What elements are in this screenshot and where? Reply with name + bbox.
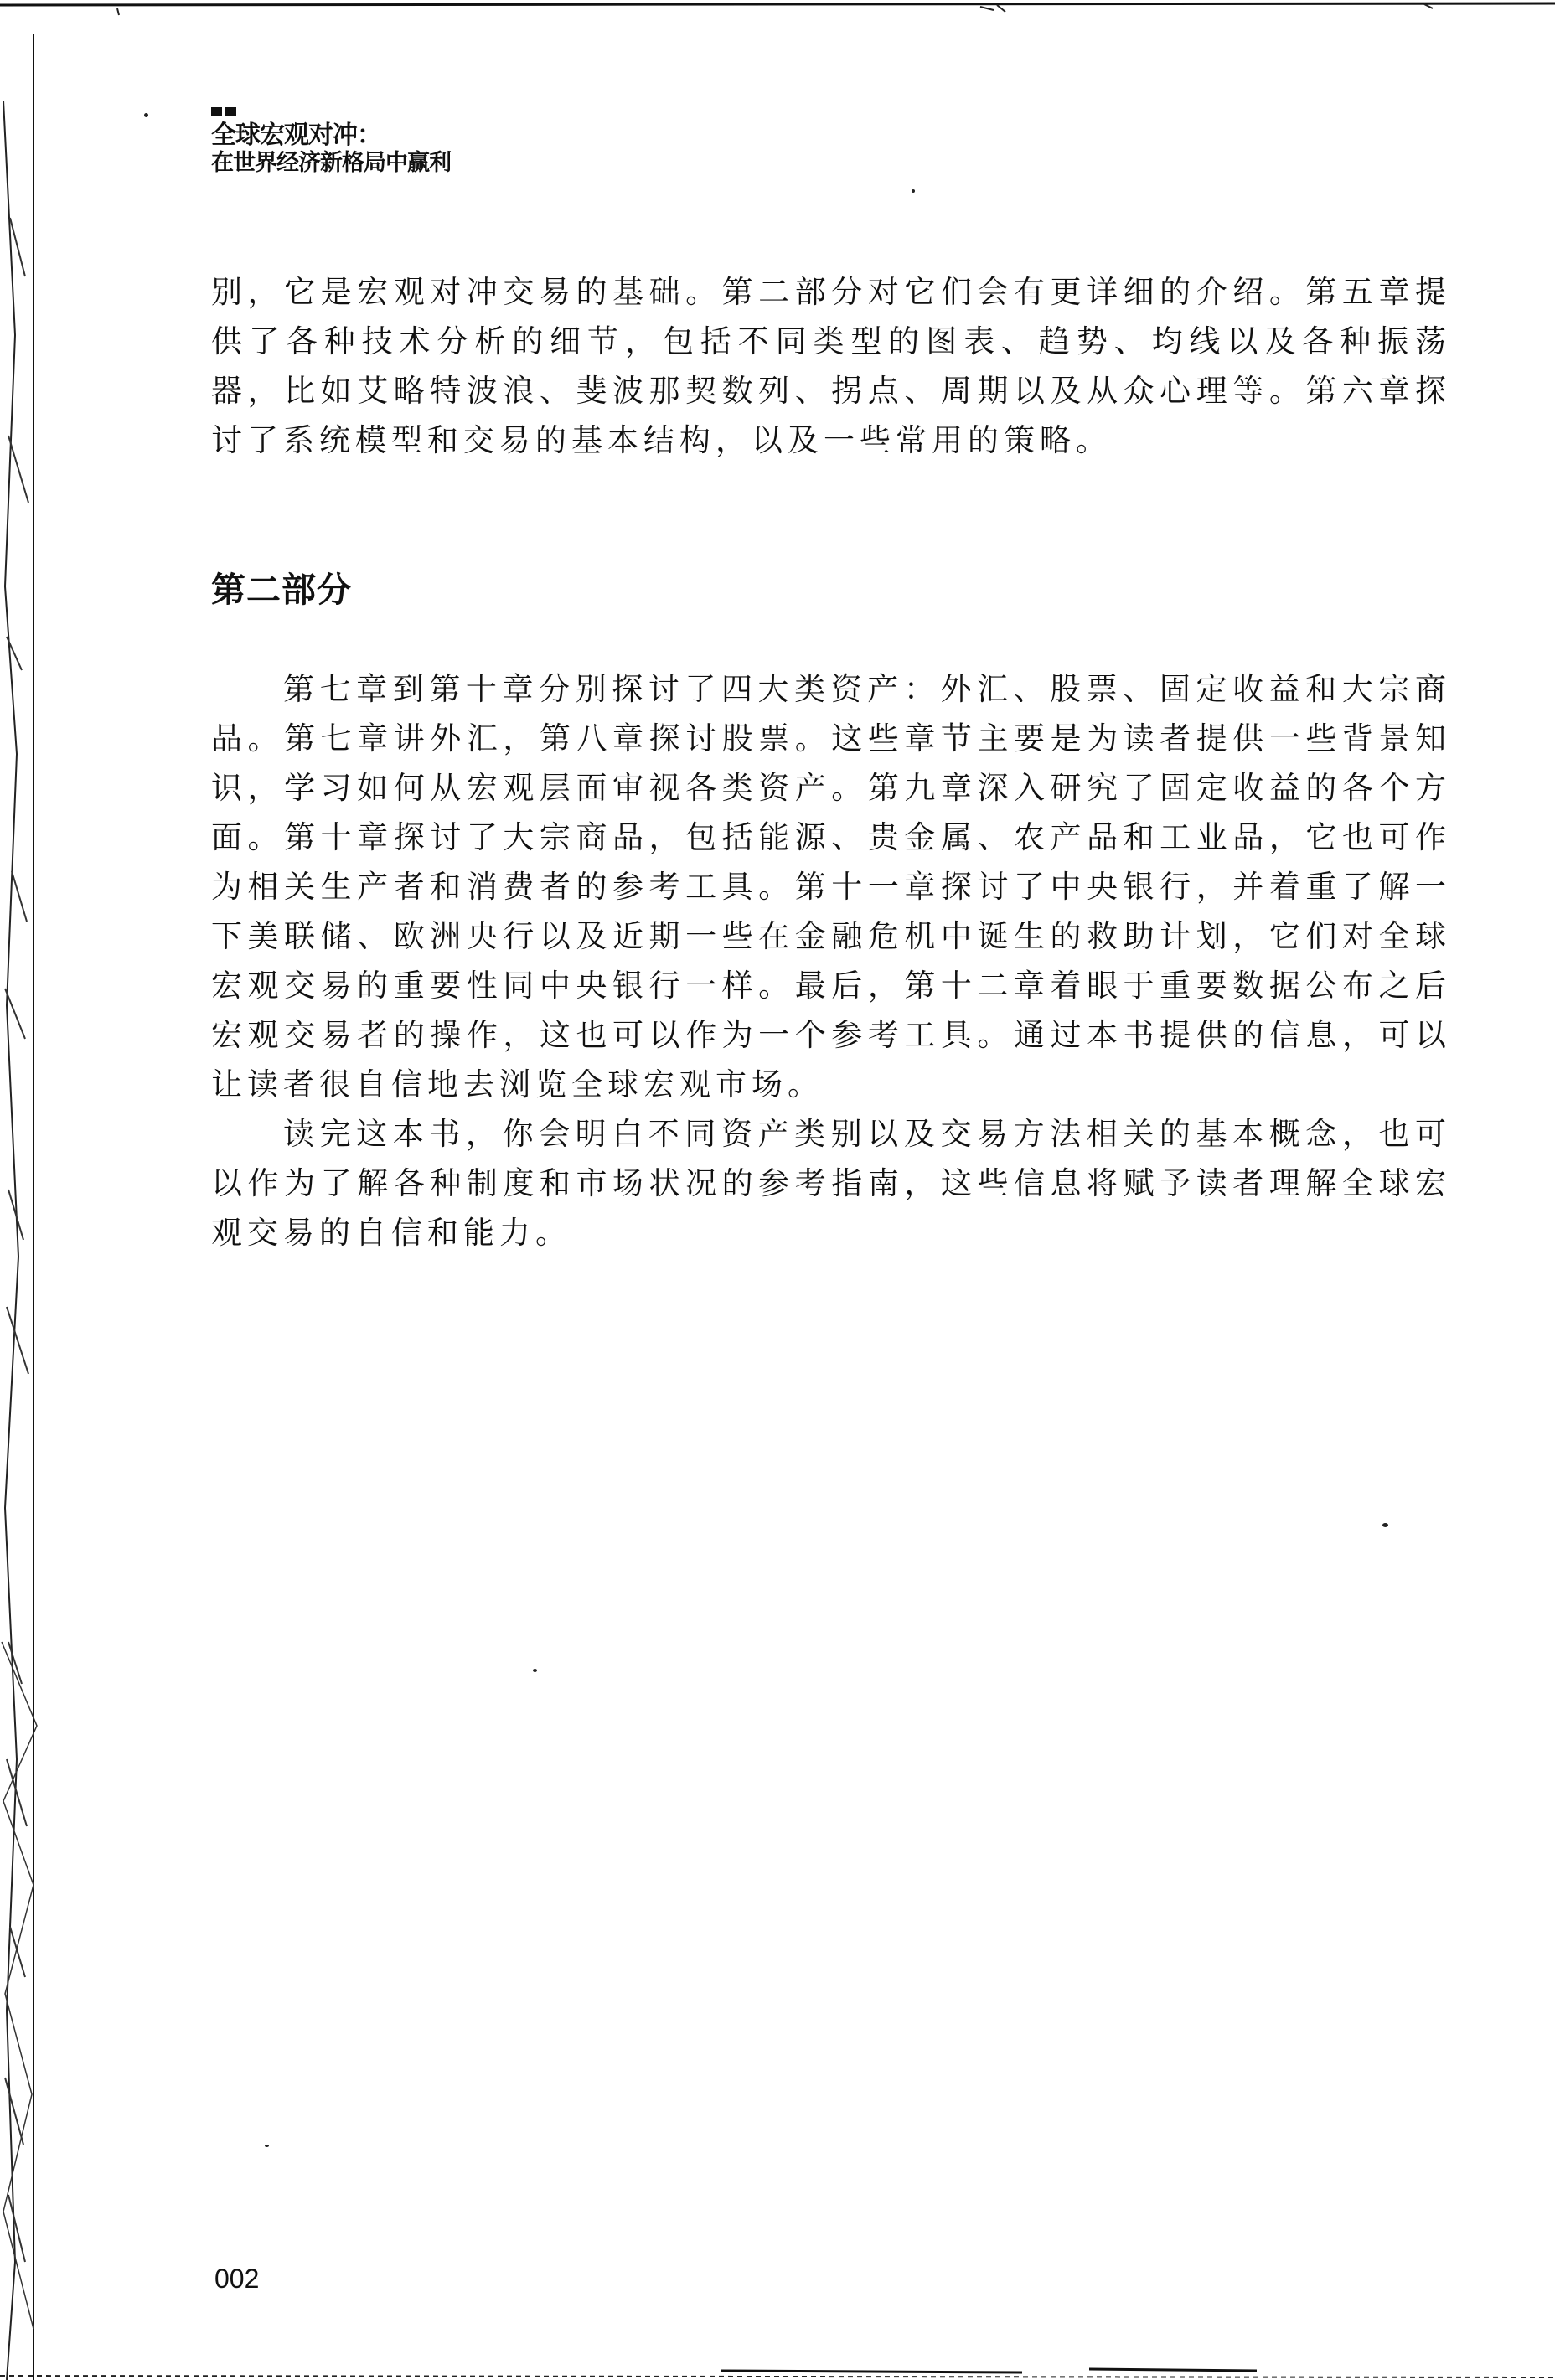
scan-speck (1382, 1523, 1388, 1527)
page-number: 002 (214, 2264, 260, 2294)
scan-edge-top (0, 0, 1555, 25)
paragraph: 别，它是宏观对冲交易的基础。第二部分对它们会有更详细的介绍。第五章提供了各种技术分析的细节，包括不同类型的图表、趋势、均线以及各种振荡器，比如艾略特波浪、斐波那契数列、拐点、周期以及从众心理等。第六章探讨了系统模型和交易的基本结构，以及一些常用的策略。 (211, 274, 1451, 458)
paragraph: 读完这本书，你会明白不同资产类别以及交易方法相关的基本概念，也可以作为了解各种制度和市场状况的参考指南，这些信息将赋予读者理解全球宏观交易的自信和能力。 (211, 1116, 1451, 1251)
section-body (211, 664, 1451, 1257)
book-subtitle: 在世界经济新格局中赢利 (211, 150, 451, 176)
section-heading: 第二部分 (211, 570, 352, 610)
scan-speck (144, 113, 148, 117)
paragraph: 第七章到第十章分别探讨了四大类资产：外汇、股票、固定收益和大宗商品。第七章讲外汇，第八章探讨股票。这些章节主要是为读者提供一些背景知识，学习如何从宏观层面审视各类资产。第九章深入研究了固定收益的各个方面。第十章探讨了大宗商品，包括能源、贵金属、农产品和工业品，它也可作为相关生产者和消费者的参考工具。第十一章探讨了中央银行，并着重了解一下美联储、欧洲央行以及近期一些在金融危机中诞生的救助计划，它们对全球宏观交易的重要性同中央银行一样。最后，第十二章着眼于重要数据公布之后宏观交易者的操作，这也可以作为一个参考工具。通过本书提供的信息，可以让读者很自信地去浏览全球宏观市场。 (211, 671, 1451, 1102)
scan-speck (265, 2145, 269, 2147)
scan-edge-left (0, 0, 50, 2380)
book-title: 全球宏观对冲： (211, 121, 381, 150)
scan-speck (912, 189, 915, 193)
scan-edge-bottom (0, 2354, 1555, 2380)
header-marks (211, 107, 451, 116)
continued-paragraph-block (211, 267, 1451, 465)
scan-speck (533, 1669, 537, 1672)
running-header (211, 107, 451, 177)
